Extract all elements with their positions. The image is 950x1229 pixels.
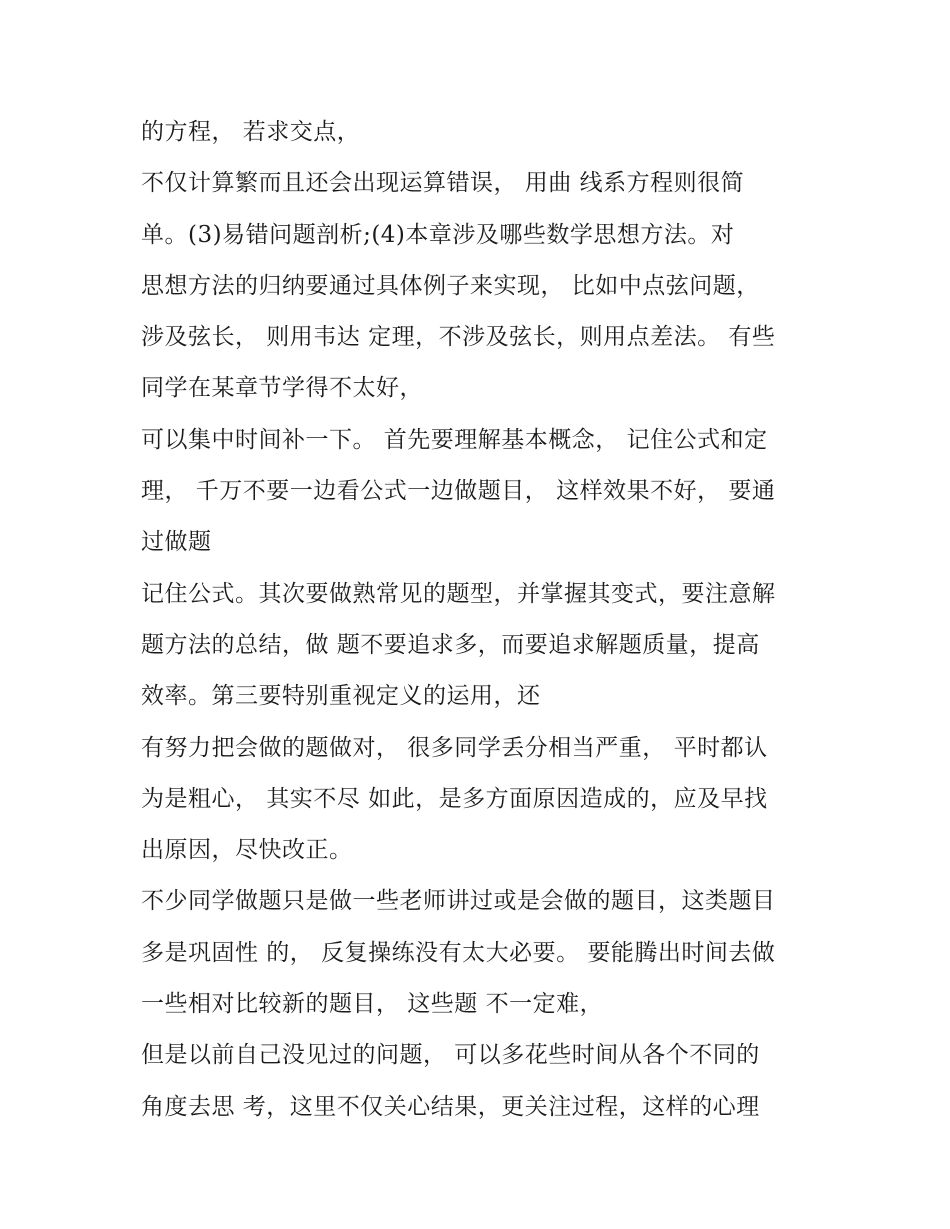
text-line: 涉及弦长， 则用韦达 定理，不涉及弦长，则用点差法。 有些 bbox=[141, 324, 776, 351]
text-line: 一些相对比较新的题目， 这些题 不一定难， bbox=[141, 991, 604, 1018]
text-line: 理， 千万不要一边看公式一边做题目， 这样效果不好， 要通 bbox=[141, 478, 776, 505]
text-line: 为是粗心， 其实不尽 如此，是多方面原因造成的，应及早找 bbox=[141, 785, 768, 812]
text-line: 多是巩固性 的， 反复操练没有太大必要。 要能腾出时间去做 bbox=[141, 939, 776, 966]
text-line: 出原因，尽快改正。 bbox=[141, 837, 353, 864]
text-line: 可以集中时间补一下。 首先要理解基本概念， 记住公式和定 bbox=[141, 426, 768, 453]
text-line: 思想方法的归纳要通过具体例子来实现， 比如中点弦问题， bbox=[141, 272, 760, 299]
text-line: 同学在某章节学得不太好， bbox=[141, 375, 423, 402]
text-line: 单。(3)易错问题剖析;(4)本章涉及哪些数学思想方法。对 bbox=[141, 221, 735, 248]
text-line: 过做题 bbox=[141, 529, 212, 556]
text-line: 题方法的总结，做 题不要追求多，而要追求解题质量，提高 bbox=[141, 631, 760, 658]
text-line: 的方程， 若求交点， bbox=[141, 119, 361, 145]
text-line: 效率。第三要特别重视定义的运用，还 bbox=[141, 683, 541, 710]
text-line: 有努力把会做的题做对， 很多同学丢分相当严重， 平时都认 bbox=[141, 734, 768, 761]
text-line: 不少同学做题只是做一些老师讲过或是会做的题目，这类题目 bbox=[141, 888, 776, 915]
text-line: 不仅计算繁而且还会出现运算错误， 用曲 线系方程则很简 bbox=[141, 170, 745, 197]
body-text bbox=[141, 107, 821, 1133]
text-line: 记住公式。其次要做熟常见的题型，并掌握其变式，要注意解 bbox=[141, 580, 776, 607]
text-line: 角度去思 考，这里不仅关心结果，更关注过程，这样的心理 bbox=[141, 1093, 760, 1120]
text-line: 但是以前自己没见过的问题， 可以多花些时间从各个不同的 bbox=[141, 1042, 760, 1069]
